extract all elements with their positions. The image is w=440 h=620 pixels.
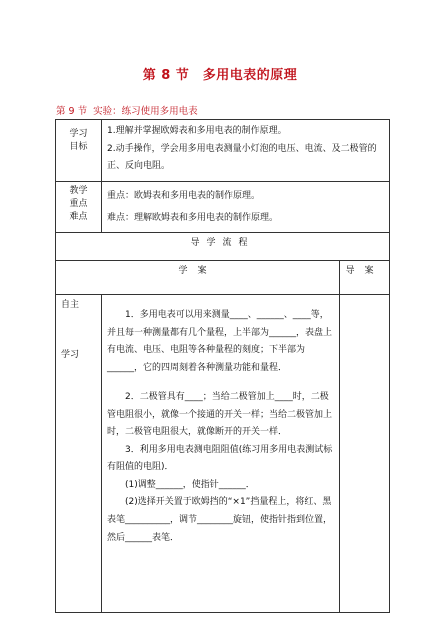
- label-line: 学习: [61, 349, 80, 360]
- section-heading: [56, 103, 198, 117]
- section-number: 第 9 节: [56, 106, 88, 117]
- study-column-header: 学案: [56, 261, 340, 295]
- study-paragraph: (2)选择开关置于欧姆挡的“×1”挡量程上，将红、黑表笔__________，调节________旋钮，使指针指到位置，然后______表笔．: [107, 497, 333, 543]
- study-paragraph: (1)调整______，使指针______．: [125, 479, 255, 490]
- key-points-label: [56, 182, 102, 233]
- study-paragraph: 2．二极管具有____；当给二极管加上____时，二极管电阻很小，就像一个接通的开关一样；当给二极管加上时，二极管电阻很大，就像断开的开关一样．: [107, 392, 333, 438]
- study-paragraph: 3．利用多用电表测电阻阻值(练习用多用电表测试标有阻值的电阻)．: [107, 444, 333, 473]
- label-line: 学习: [69, 129, 88, 139]
- goal-item: 1.理解并掌握欧姆表和多用电表的制作原理。: [107, 126, 287, 136]
- flow-header: 导学流程: [56, 233, 390, 261]
- page-title: 第 8 节 多用电表的原理: [142, 68, 298, 83]
- learning-goals-content: [102, 120, 390, 182]
- label-line: 重点: [69, 199, 88, 210]
- answer-column-content: [340, 295, 390, 613]
- label-line: 自主: [61, 300, 80, 310]
- self-study-row: [56, 295, 390, 613]
- self-study-label: [56, 295, 102, 613]
- goal-item: 2.动手操作，学会用多用电表测量小灯泡的电压、电流、及二极管的正、反向电阻。: [107, 143, 377, 172]
- label-line: 目标: [69, 142, 88, 153]
- key-point: 重点：欧姆表和多用电表的制作原理。: [107, 191, 261, 201]
- answer-column-header: 导案: [340, 261, 390, 295]
- label-line: 难点: [69, 212, 88, 223]
- study-paragraph: 1．多用电表可以用来测量____、______、____等，并且每一种测量都有几个量程，上半部为______，表盘上有电流、电压、电阻等各种量程的刻度；下半部为______，它的四周刻着各种测量功能和量程．: [107, 310, 333, 373]
- self-study-content: [102, 295, 340, 613]
- section-title: 实验：练习使用多用电表: [93, 106, 198, 117]
- flow-header-row: [56, 233, 390, 261]
- learning-goals-row: [56, 120, 390, 182]
- column-header-row: [56, 261, 390, 295]
- difficulty-point: 难点：理解欧姆表和多用电表的制作原理。: [107, 212, 279, 223]
- lesson-plan-table: [55, 119, 390, 613]
- label-line: 教学: [69, 186, 88, 196]
- key-points-content: [102, 182, 390, 233]
- key-points-row: [56, 182, 390, 233]
- learning-goals-label: [56, 120, 102, 182]
